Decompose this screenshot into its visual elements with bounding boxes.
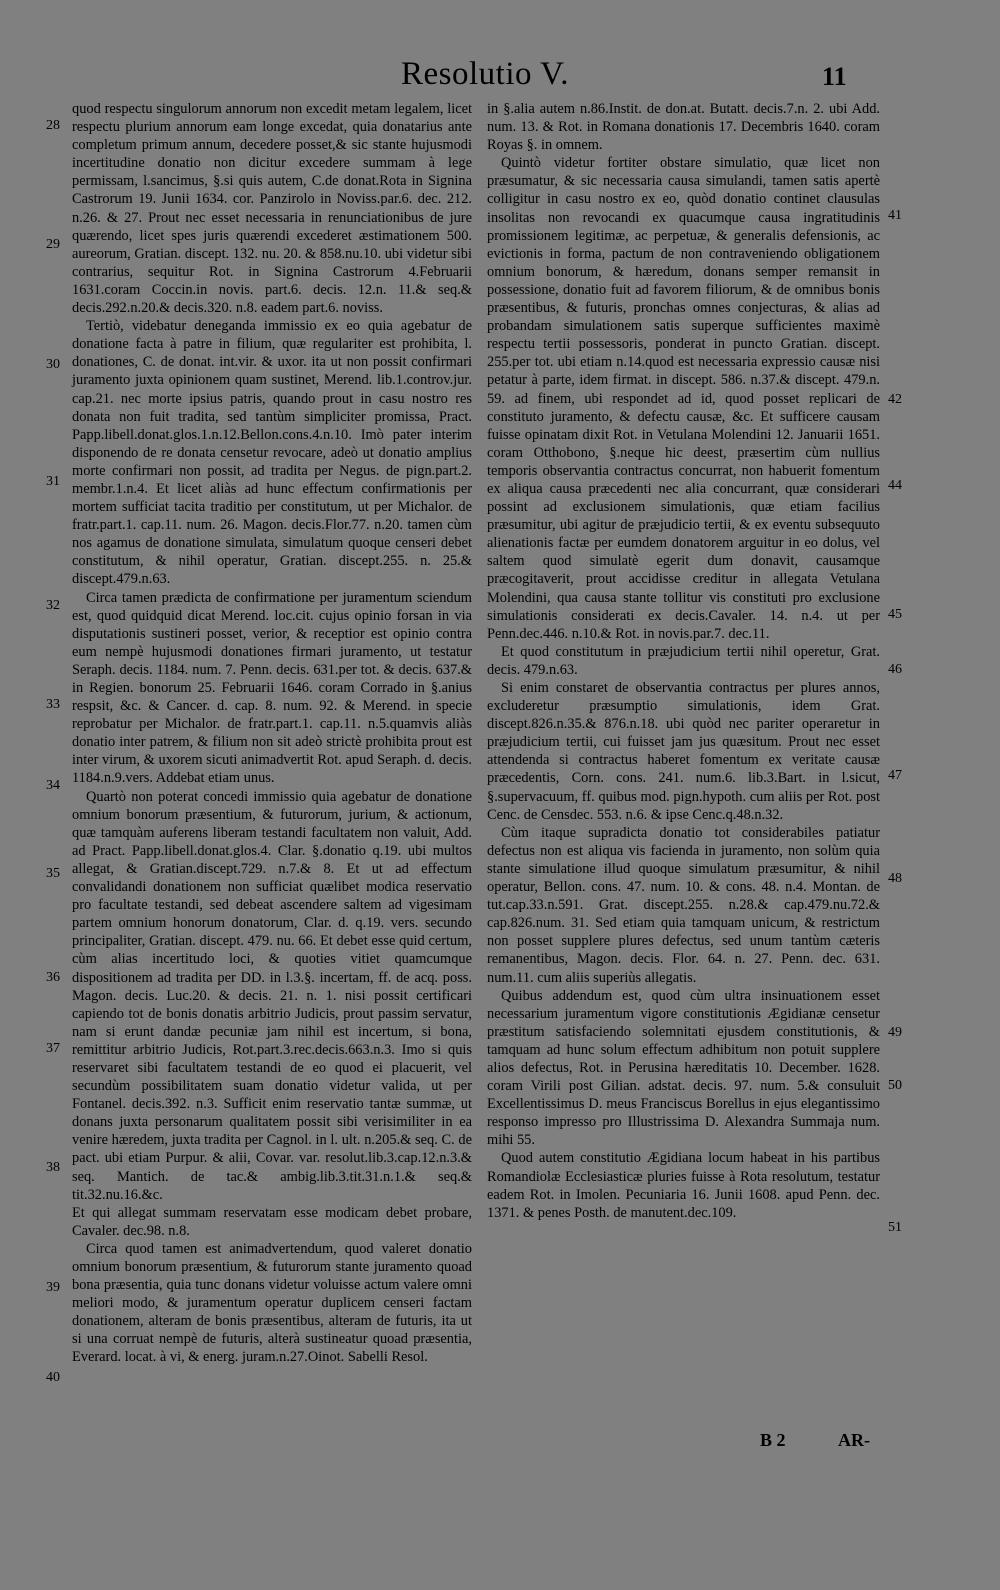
margin-number: 30 — [46, 357, 60, 372]
margin-number: 48 — [888, 871, 902, 886]
margin-number: 49 — [888, 1025, 902, 1040]
paragraph: quod respectu singulorum annorum non excedit metam legalem, licet respectu plurium annorum eam longe excedat, quia donatarius ante completum primum annum, decedere posset,& sic stante hujusmodi incertitudine donatio non dicitur excedere summam à lege permissam, l.sancimus, §.si quis autem, C.de donat.Rota in Signina Castrorum 19. Junii 1634. cor. Panzirolo in Noviss.par.6. dec. 212. n.26. & 27. Prout nec esset necessaria in renunciationibus de jure quærendo, licet spes juris quærendi excederet æstimationem 500. aureorum, Gratian. discept. 132. nu. 20. & 858.nu.10. ubi videtur sibi contrarius, sequitur Rot. in Signina Castrorum 4.Februarii 1631.coram Coccin.in novis. part.6. decis. 12.n. 11.& seq.& decis.292.n.20.& decis.320. n.8. eadem part.6. noviss. — [72, 101, 472, 317]
margin-number: 37 — [46, 1041, 60, 1056]
signature-mark: B 2 — [760, 1430, 786, 1450]
page-number: 11 — [822, 62, 847, 91]
paragraph: Tertiò, videbatur deneganda immissio ex eo quia agebatur de donatione facta à patre in filium, quæ regulariter est prohibita, l. donationes, C. de donat. int.vir. & uxor. ita ut non possit confirmari juramento juxta opinionem quam sustinet, Merend. lib.1.controv.jur. cap.21. nec morte ipsius patris, quando prout in casu nostro res donata non fuit tradita, sed tantùm simpliciter promissa, Pract. Papp.libell.donat.glos.1.n.12.Bellon.cons.4.n.10. Imò pater interim disponendo de re donata censetur revocare, adeò ut donatio amplius morte confirmari non possit, ad tradita per Negus. de pign.part.2. membr.1.n.4. Et licet aliàs ad hunc effectum confirmationis per mortem sufficiat tacita traditio per constitutum, ut per Michalor. de fratr.part.1. cap.11. num. 26. Magon. decis.Flor.77. n.20. tamen cùm nos agamus de donatione simulata, simulatum quoque censeri debet constitutum, & nihil operatur, Gratian. discept.255. n. 25.& discept.479.n.63. — [72, 318, 472, 588]
margin-number: 45 — [888, 607, 902, 622]
right-column — [487, 100, 880, 1222]
margin-number: 38 — [46, 1160, 60, 1175]
page-title: Resolutio V. — [401, 56, 569, 92]
margin-number: 33 — [46, 697, 60, 712]
margin-number: 50 — [888, 1078, 902, 1093]
paragraph: Si enim constaret de observantia contractus per plures annos, excluderetur præsumptio simulationis, idem Grat. discept.826.n.35.& 876.n.18. ubi quòd nec pariter operaretur in præjudicium tertii, cui fuisset jam jus quæsitum. Prout nec esset attendenda si contractus haberet fomentum ex veritate causæ præcedentis, Corn. cons. 241. num.6. lib.3.Bart. in l.sicut, §.supervacuum, ff. quibus mod. pign.hypoth. cum aliis per Rot. post Cenc. de Censdec. 553. n.6. & ipse Cenc.q.48.n.32. — [487, 680, 880, 823]
margin-number: 32 — [46, 598, 60, 613]
margin-number: 41 — [888, 208, 902, 223]
margin-number: 44 — [888, 478, 902, 493]
paragraph: Circa quod tamen est animadvertendum, quod valeret donatio omnium bonorum præsentium, & futurorum stante juramento quoad bona præsentia, quia tunc donans videtur voluisse actum valere omni meliori modo, & juramentum operatur duplicem censeri factam donationem, alteram de bonis præsentibus, alteram de futuris, ita ut si una corruat nempè de futuris, alterà sustineatur quoad præsentia, Everard. locat. à vi, & energ. juram.n.27.Oinot. Sabelli Resol. — [72, 1240, 472, 1366]
paragraph: Circa tamen prædicta de confirmatione per juramentum sciendum est, quod quidquid dicat Merend. loc.cit. cujus opinio forsan in via disputationis sustineri posset, verior, & receptior est opinio contra eum nempè hujusmodi donationes firmari juramento, ut testatur Seraph. decis. 1184. num. 7. Penn. decis. 631.per tot. & decis. 637.& in Regien. bonorum 25. Februarii 1646. coram Corrado in §.anius respsit, &c. & Cancer. d. cap. 8. num. 92. & Merend. in specie reprobatur per Michalor. de fratr.part.1. cap.11. n.5.quamvis aliàs donatio inter patrem, & filium non sit adeò strictè prohibita prout est inter virum, & uxorem sicuti animadvertit Rot. apud Seraph. d. decis. 1184.n.9.vers. Addebat etiam unus. — [72, 589, 472, 787]
paragraph: in §.alia autem n.86.Instit. de don.at. Butatt. decis.7.n. 2. ubi Add. num. 13. & Rot. in Romana donationis 17. Decembris 1640. coram Royas §. in omnem. — [487, 101, 880, 154]
paragraph: Et quod constitutum in præjudicium tertii nihil operetur, Grat. decis. 479.n.63. — [487, 643, 880, 678]
margin-number: 46 — [888, 662, 902, 677]
paragraph: Quintò videtur fortiter obstare simulatio, quæ licet non præsumatur, & sic necessaria causa simulandi, tamen satis apertè colligitur in casu nostro ex eo, quòd donatio continet clausulas insolitas non revocandi ex quacumque causa ingratitudinis promissionem legitimæ, ac perpetuæ, & generalis defensionis, ac evictionis in forma, pactum de non contraveniendo obligationem omnium bonorum, & hæredum, donans semper remansit in possessione, donatio fuit ad favorem filiorum, & de omnibus bonis præsentibus, & futuris, pronchas omnes conjecturas, & alias ad probandam simulationem satis superque sufficientes maximè respectu tertii possessoris, ponderat in puncto Gratian. discept. 255.per tot. ubi etiam n.14.quod est necessaria expressio causæ nisi petatur à parte, idem firmat. in discept. 586. n.37.& discept. 479.n. 59. ad finem, ubi respondet ad id, quod posset replicari de constituto juramento, & defectu causæ, &c. Et sufficere causam fuisse opinatam dixit Rot. in Vetulana Molendini 12. Januarii 1651. coram Otthobono, §.neque hic deest, præsertim cùm nullius temporis observantia contractus concurrat, non habuerit fomentum ex aliqua causa præcedenti nec alia concurrant, quæ considerari possint ad exclusionem simulationis, quæ etiam facilius præsumitur, ubi agitur de præjudicio tertii, & ex eventu subsequuto alienationis factæ per eumdem donatorem arguitur in eo dolus, vel saltem quod simulatè egerit dum donavit, causamque præcogitaverit, prout accidisse creditur in allegata Vetulana Molendini, qua causa stante tollitur vis constituti pro exclusione simulationis considerati ex decis.Cavaler. 14. n.4. ut per Penn.dec.446. n.10.& Rot. in novis.par.7. dec.11. — [487, 155, 880, 642]
margin-number: 39 — [46, 1280, 60, 1295]
margin-number: 36 — [46, 970, 60, 985]
margin-number: 29 — [46, 237, 60, 252]
paragraph: Et qui allegat summam reservatam esse modicam debet probare, Cavaler. dec.98. n.8. — [72, 1204, 472, 1239]
paragraph: Cùm itaque supradicta donatio tot considerabiles patiatur defectus non est aliqua vis facienda in juramento, non solùm quia stante simulatione illud quoque simulatum præsumitur, & nihil operatur, Bellon. cons. 47. num. 10. & cons. 48. n.4. Montan. de tut.cap.33.n.591. Grat. discept.255. n.28.& cap.479.nu.72.& cap.826.num. 31. Sed etiam quia tamquam unicum, & restrictum non posset supplere plures defectus, sed unum tantùm cæteris remanentibus, Magon. decis. Flor. 64. n. 27. Penn. dec. 631. num.11. cum aliis superiùs allegatis. — [487, 824, 880, 986]
paragraph: Quartò non poterat concedi immissio quia agebatur de donatione omnium bonorum præsentium, & futurorum, jurium, & actionum, quæ tamquàm auferens liberam testandi facultatem non valuit, Add. ad Pract. Papp.libell.donat.glos.4. Clar. §.donatio q.19. ubi multos allegat, & Gratian.discept.729. n.7.& 8. Et ut ad effectum convalidandi donationem non sufficiat quælibet modica reservatio pro facultate testandi, sed debeat ascendere saltem ad vigesimam partem omnium honorum donatorum, Clar. d. q.19. vers. secundo principaliter, Gratian. discept. 479. nu. 66. Et debet esse quid certum, cùm alias incertitudo loci, & quoties vitiet quamcumque dispositionem ad tradita per DD. in l.3.§. incertam, ff. de acq. poss. Magon. decis. Luc.20. & decis. 21. n. 1. nisi possit certificari capiendo tot de bonis donatis arbitrio Judicis, prout passim servatur, nam si erunt dandæ pecuniæ jam nihil est incertum, si bona, remittitur arbitrio Judicis, Rot.part.3.rec.decis.663.n.3. Imo si quis reservaret sibi facultatem testandi de eo quod ei placuerit, vel secundùm possibilitatem suam donatio videtur valida, ut per Fontanel. decis.392. n.3. Sufficit enim reservatio tantæ summæ, ut donans juxta personarum qualitatem possit sibi verisimiliter in ea venire hæredem, juxta tradita per Cagnol. in l. ult. n.205.& seq. C. de pact. ubi etiam Purpur. & alii, Covar. var. resolut.lib.3.cap.12.n.3.& seq. Mantich. de tac.& ambig.lib.3.tit.31.n.1.& seq.& tit.32.nu.16.&c. — [72, 788, 472, 1203]
margin-number: 35 — [46, 866, 60, 881]
paragraph: Quibus addendum est, quod cùm ultra insinuationem esset necessarium juramentum vigore constitutionis Ægidianæ censetur præstitum satisfaciendo solemnitati ejusdem constitutionis, & tamquam ad hunc solum effectum adhibitum non potuit supplere alios defectus, Rot. in Perusina hæreditatis 10. December. 1628. coram Virili post Gilian. adstat. decis. 97. num. 5.& consuluit Excellentissimus D. meus Franciscus Borellus in ejus elegantissimo responso impresso pro Illustrissima D. Alexandra Summaja num. mihi 55. — [487, 987, 880, 1149]
margin-number: 42 — [888, 392, 902, 407]
margin-number: 31 — [46, 474, 60, 489]
margin-number: 40 — [46, 1370, 60, 1385]
paragraph: Quod autem constitutio Ægidiana locum habeat in his partibus Romandiolæ Ecclesiasticæ pluries fuisse à Rota resolutum, testatur eadem Rot. in Imolen. Pecuniaria 16. Junii 1608. apud Penn. dec. 1371. & penes Posth. de manutent.dec.109. — [487, 1150, 880, 1221]
margin-number: 47 — [888, 768, 902, 783]
left-column — [72, 100, 472, 1367]
margin-number: 28 — [46, 118, 60, 133]
catchword: AR- — [838, 1430, 870, 1450]
margin-number: 34 — [46, 778, 60, 793]
margin-number: 51 — [888, 1220, 902, 1235]
